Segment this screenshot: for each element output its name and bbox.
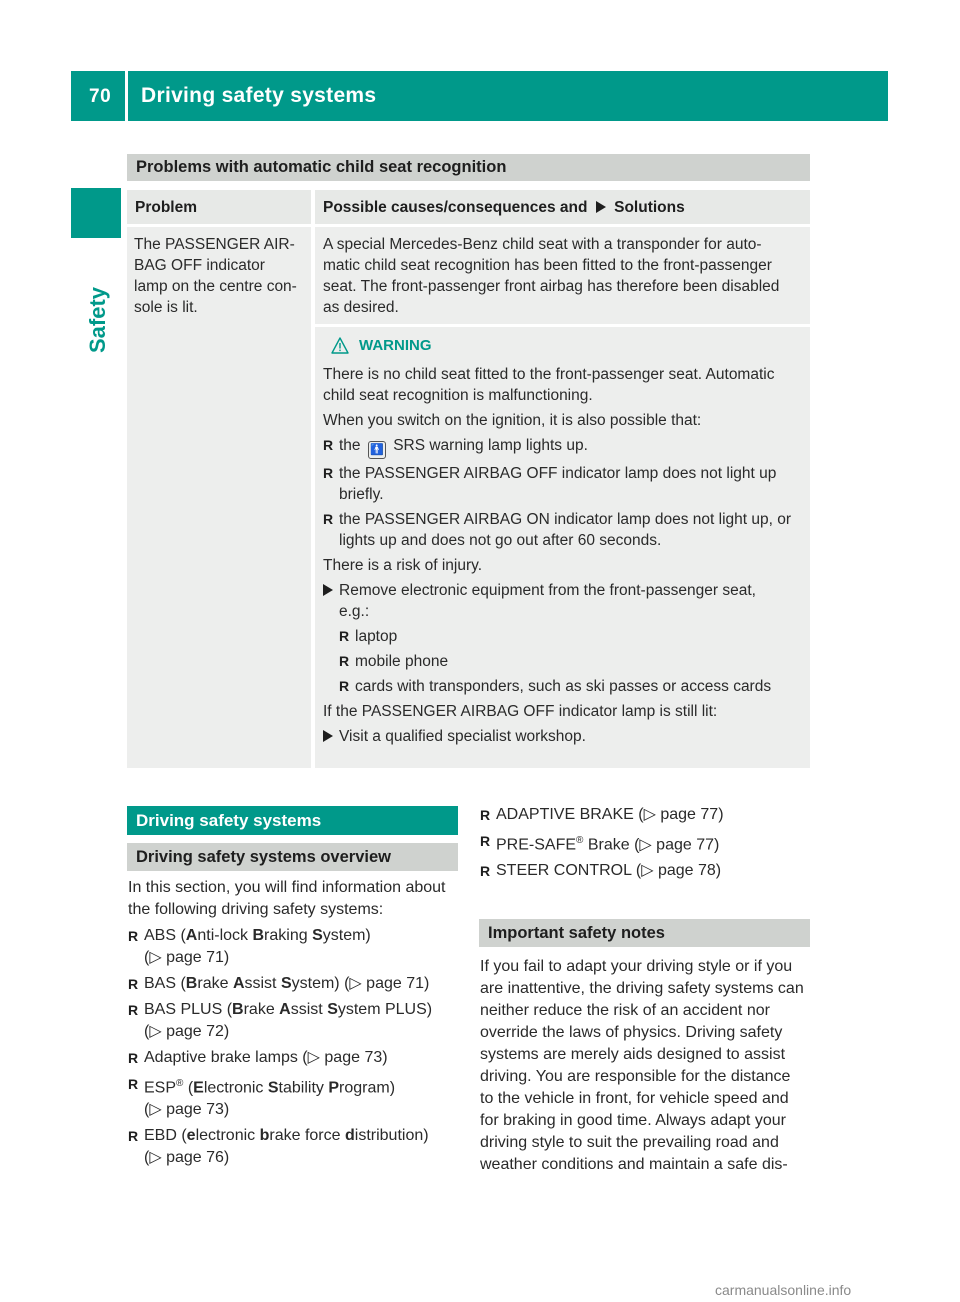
srs-warning-lamp-icon: 🚹 [368, 441, 386, 459]
arrow-icon [323, 730, 333, 742]
item-bold: b [259, 1127, 270, 1145]
problem-line: lamp on the centre con- [134, 278, 297, 295]
notes-line: driving style to suit the prevailing road and [480, 1134, 779, 1151]
header-solutions-text: Possible causes/consequences and [323, 199, 588, 216]
srs-text-after: SRS warning lamp lights up. [393, 437, 588, 454]
table-cell-problem [127, 227, 311, 768]
item-text: lectronic [195, 1127, 260, 1145]
instruction-step [323, 580, 804, 622]
item-bold: B [232, 1001, 244, 1018]
list-item-line: the PASSENGER AIRBAG ON indicator lamp does not light up, or [339, 511, 792, 528]
item-text: ssist [244, 975, 281, 992]
item-bold: S [280, 975, 292, 992]
item-bold: B [252, 927, 265, 944]
intro-line: the following driving safety systems: [128, 901, 384, 918]
item-text: ABS ( [144, 927, 186, 944]
bullet-mark: R [339, 653, 350, 669]
item-text: ystem PLUS) [337, 1001, 433, 1018]
warning-intro [323, 364, 804, 406]
item-text: ystem) ( [291, 975, 350, 992]
warning-switch-on: When you switch on the ignition, it is also possible that: [323, 412, 702, 429]
list-item [339, 651, 804, 672]
right-list [480, 804, 812, 882]
bullet-mark: R [128, 1076, 139, 1092]
notes-line: are inattentive, the driving safety systems can [480, 980, 804, 997]
warning-heading [331, 335, 804, 355]
item-bold: A [232, 975, 245, 992]
page-ref-icon: ▷ [643, 806, 656, 823]
list-item: R ABS (Anti-lock Braking System) (▷ page 71) [128, 925, 460, 969]
table-cell-warning [315, 327, 810, 768]
bullet-mark: R [480, 807, 491, 823]
list-item-text: laptop [355, 628, 398, 645]
item-bold: P [328, 1079, 340, 1097]
table-header-solutions [315, 190, 810, 224]
left-column [128, 877, 460, 1169]
instruction-line: Visit a qualified specialist workshop. [339, 728, 586, 745]
bullet-mark: R [480, 833, 491, 849]
item-bold: S [312, 927, 323, 944]
list-item-line: lights up and does not go out after 60 seconds. [339, 532, 662, 549]
list-item [323, 463, 804, 505]
warning-label: WARNING [359, 336, 432, 354]
notes-line: If you fail to adapt your driving style or if you [480, 958, 793, 975]
page-ref-icon: ▷ [349, 975, 362, 992]
header-divider [125, 71, 128, 121]
problem-line: BAG OFF indicator [134, 257, 265, 274]
page-ref-icon: ▷ [307, 1049, 320, 1066]
problem-line: sole is lit. [134, 299, 198, 316]
item-bold: B [185, 975, 198, 992]
page-ref-link[interactable]: page 73) [166, 1101, 230, 1119]
notes-line: neither reduce the risk of an accident nor [480, 1002, 770, 1019]
cause-line: A special Mercedes-Benz child seat with a transponder for auto- [323, 236, 762, 253]
item-text: ( [183, 1079, 194, 1097]
list-item: R ESP® (Electronic Stability Program) (▷ page 73) [128, 1073, 460, 1121]
section-heading: Driving safety systems [127, 806, 458, 835]
page-ref-link[interactable]: page 77) [660, 806, 724, 823]
registered-mark: ® [576, 835, 584, 846]
list-item-line: briefly. [339, 486, 384, 503]
item-text: EBD ( [144, 1127, 187, 1145]
item-text: Adaptive brake lamps ( [144, 1049, 308, 1066]
watermark: carmanualsonline.info [715, 1282, 852, 1298]
page-ref-icon: ▷ [639, 836, 652, 854]
bullet-mark: R [128, 1050, 139, 1066]
safety-notes [480, 956, 815, 1176]
instruction-line: e.g.: [339, 603, 370, 620]
srs-text-before: the [339, 437, 361, 454]
list-item-text: cards with transponders, such as ski passes or access cards [355, 678, 772, 695]
bullet-mark: R [480, 863, 491, 880]
page-number: 70 [89, 86, 112, 107]
page-ref-icon: ▷ [149, 1149, 162, 1167]
table-cell-cause [315, 227, 810, 324]
item-bold: d [344, 1127, 355, 1145]
page-ref-icon: ▷ [149, 949, 162, 966]
item-text: ystem) [322, 927, 371, 944]
warning-triangle-icon [331, 337, 349, 354]
bullet-mark: R [128, 1128, 139, 1145]
list-item-line: the PASSENGER AIRBAG OFF indicator lamp does not light up [339, 465, 777, 482]
page-header [71, 71, 888, 121]
item-text: BAS PLUS ( [144, 1001, 233, 1018]
registered-mark: ® [176, 1078, 184, 1089]
list-item [323, 435, 804, 459]
item-bold: e [186, 1127, 196, 1145]
page-ref-link[interactable]: page 71) [166, 949, 230, 966]
page-ref-link[interactable]: page 71) [366, 975, 430, 992]
notes-line: for braking in good time. Always adapt your [480, 1112, 786, 1129]
list-item-text: mobile phone [355, 653, 449, 670]
item-text: Brake ( [583, 836, 640, 854]
bullet-mark: R [128, 976, 139, 992]
item-text: raking [264, 927, 313, 944]
list-item [480, 830, 812, 856]
section-side-label: Safety [85, 286, 110, 354]
item-bold: S [327, 1001, 338, 1018]
item-text: lectronic [203, 1079, 268, 1097]
item-text: BAS ( [144, 975, 186, 992]
bullet-mark: R [323, 511, 334, 527]
bullet-mark: R [323, 465, 334, 481]
subsection-heading: Driving safety systems overview [127, 843, 458, 871]
table-header-problem: Problem [127, 190, 311, 224]
page-ref-icon: ▷ [149, 1023, 162, 1040]
page-ref-link[interactable]: page 76) [166, 1149, 230, 1167]
section-tab-block [71, 188, 121, 238]
list-item [128, 973, 460, 995]
list-item [323, 509, 804, 551]
item-text: rake force [269, 1127, 345, 1145]
table-title: Problems with automatic child seat recognition [127, 154, 810, 181]
subsection-heading: Important safety notes [479, 919, 810, 947]
list-item [480, 804, 812, 826]
item-text: nti-lock [197, 927, 253, 944]
list-item [339, 676, 804, 697]
item-text: ADAPTIVE BRAKE ( [496, 806, 644, 823]
warning-risk: There is a risk of injury. [323, 557, 483, 574]
intro-line: In this section, you will find information about [128, 879, 446, 896]
page-ref-icon: ▷ [641, 862, 654, 880]
warning-intro-line: There is no child seat fitted to the front-passenger seat. Automatic [323, 366, 775, 383]
item-text: ssist [290, 1001, 328, 1018]
item-text: rake [197, 975, 233, 992]
notes-line: override the laws of physics. Driving safety [480, 1024, 783, 1041]
list-item: R EBD (electronic brake force distribution) (▷ page 76) [128, 1125, 460, 1169]
page-title: Driving safety systems [141, 84, 377, 107]
item-text: tability [278, 1079, 329, 1097]
cause-line: seat. The front-passenger front airbag has therefore been disabled [323, 278, 780, 295]
notes-line: systems are merely aids designed to assist [480, 1046, 786, 1063]
header-solutions-label: Solutions [614, 199, 685, 216]
list-item [339, 626, 804, 647]
warning-intro-line: child seat recognition is malfunctioning. [323, 387, 593, 404]
page-ref-link[interactable]: page 78) [657, 862, 722, 880]
cause-line: matic child seat recognition has been fitted to the front-passenger [323, 257, 772, 274]
cause-line: as desired. [323, 299, 399, 316]
arrow-icon [596, 201, 606, 213]
problem-line: The PASSENGER AIR- [134, 236, 295, 253]
item-text: rake [243, 1001, 280, 1018]
instruction-line: Remove electronic equipment from the front-passenger seat, [339, 582, 756, 599]
item-bold: A [279, 1001, 291, 1018]
item-text: ESP [144, 1079, 177, 1097]
instruction-step [323, 726, 804, 748]
list-item [480, 860, 812, 882]
list-item: R BAS PLUS (Brake Assist System PLUS) (▷ page 72) [128, 999, 460, 1043]
page-ref-link[interactable]: page 77) [656, 836, 720, 854]
bullet-mark: R [128, 1002, 139, 1018]
item-text: rogram) [339, 1079, 396, 1097]
item-text: PRE-SAFE [496, 836, 577, 854]
bullet-mark: R [339, 628, 350, 644]
notes-line: driving. You are responsible for the distance [480, 1068, 791, 1085]
warning-still-lit: If the PASSENGER AIRBAG OFF indicator lamp is still lit: [323, 703, 718, 720]
arrow-icon [323, 584, 333, 596]
bullet-mark: R [339, 678, 350, 694]
item-bold: E [193, 1079, 204, 1097]
bullet-mark: R [323, 437, 334, 453]
notes-line: to the vehicle in front, for vehicle speed and [480, 1090, 789, 1107]
page-ref-link[interactable]: page 73) [324, 1049, 388, 1066]
item-bold: S [267, 1079, 279, 1097]
item-text: STEER CONTROL ( [496, 862, 642, 880]
item-bold: A [185, 927, 198, 944]
page-ref-icon: ▷ [149, 1101, 162, 1119]
bullet-mark: R [128, 928, 139, 944]
notes-line: weather conditions and maintain a safe dis- [480, 1156, 788, 1173]
page-ref-link[interactable]: page 72) [166, 1023, 230, 1040]
item-text: istribution) [354, 1127, 429, 1145]
list-item [128, 1047, 460, 1069]
